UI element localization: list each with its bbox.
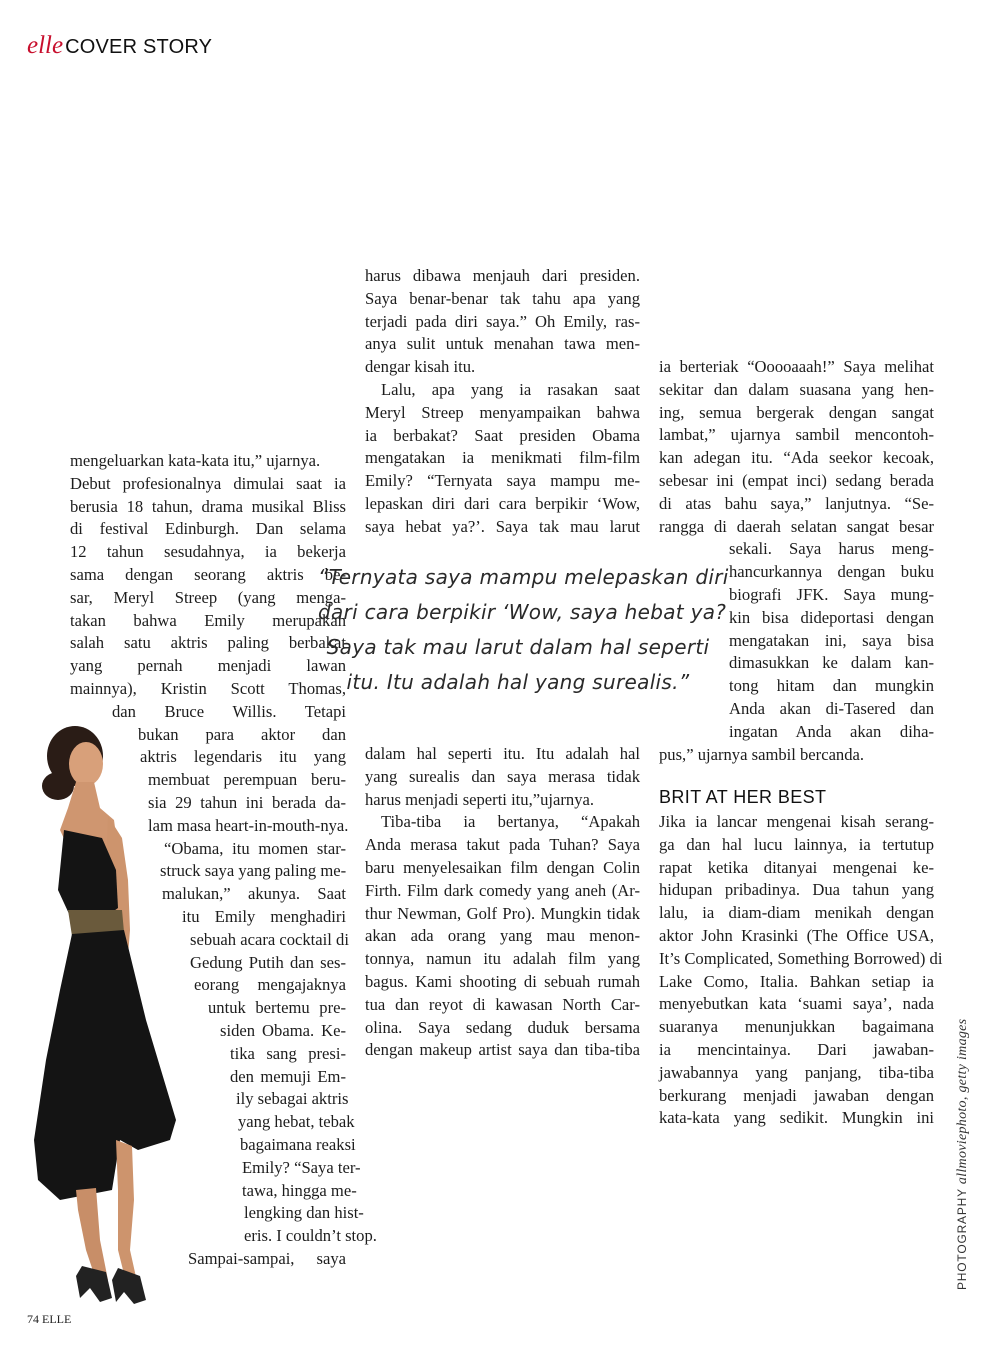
pull-quote (318, 560, 729, 700)
text-line: bukan para aktor dan (138, 724, 346, 744)
section-title: COVER STORY (65, 36, 213, 58)
text-line: Firth. Film dark comedy yang aneh (Ar- (365, 880, 640, 900)
text-line: ia berbakat? Saat presiden Obama (365, 425, 640, 445)
text-line: lambat,” ujarnya sambil mencontoh- (659, 425, 934, 445)
text-line: ia mencintainya. Dari jawaban- (659, 1039, 934, 1059)
text-line: dimasukkan ke dalam kan- (729, 653, 934, 673)
text-line: sekitar dan dalam suasana yang hen- (659, 379, 934, 399)
text-line: Tiba-tiba ia bertanya, “Apakah (381, 812, 640, 832)
text-line: kan adegan itu. “Ada seekor kecoak, (659, 448, 934, 468)
page-header (27, 32, 212, 62)
article-column-2-top (365, 265, 640, 539)
pull-quote-line: itu. Itu adalah hal yang surealis.” (346, 670, 690, 694)
text-line: ily sebagai aktris (236, 1089, 349, 1109)
text-line: di festival Edinburgh. Dan selama (70, 519, 346, 539)
text-line: saya hebat ya?’. Saya tak mau larut (365, 516, 640, 536)
text-line: menyebutkan kata ‘suami saya’, nada (659, 994, 934, 1014)
text-line: berusia 18 tahun, drama musikal Bliss (70, 496, 346, 516)
text-line: lam masa heart-in-mouth-nya. (148, 815, 349, 835)
credit-label: PHOTOGRAPHY (955, 1188, 969, 1290)
text-line: akan ada orang yang mau menon- (365, 926, 640, 946)
text-line: jawabannya yang panjang, tiba-tiba (659, 1062, 934, 1082)
text-line: mengatakan ini, saya bisa (729, 630, 934, 650)
text-line: aktor John Krasinki (The Office USA, (659, 925, 934, 945)
text-line: hidupan pribadinya. Dua tahun yang (659, 880, 934, 900)
text-line: mengeluarkan kata-kata itu,” ujarnya. (70, 451, 321, 470)
text-line: membuat perempuan beru- (148, 770, 346, 790)
text-line: bagaimana reaksi (240, 1134, 356, 1154)
text-line: Gedung Putih dan ses- (190, 952, 346, 972)
text-line: sar, Meryl Streep (yang menga- (70, 587, 346, 607)
text-line: mengatakan ia menikmati film-film (365, 448, 640, 468)
text-line: lepaskan diri dari cara berpikir ‘Wow, (365, 493, 640, 513)
text-line: Anda merasa takut pada Tuhan? Saya (365, 835, 640, 855)
text-line: takan bahwa Emily merupakan (70, 610, 346, 630)
emily-photo (20, 720, 195, 1310)
text-line: tua dan reyot di kawasan North Car- (365, 994, 640, 1014)
text-line: ingatan Anda akan diha- (729, 721, 934, 741)
text-line: sama dengan seorang aktris be- (70, 564, 346, 584)
text-line: berkurang menjadi jawaban dengan (659, 1085, 934, 1105)
text-line: kata-kata yang sedikit. Mungkin ini (659, 1108, 934, 1128)
text-line: bagus. Kami shooting di sebuah rumah (365, 971, 640, 991)
text-line: yang pernah menjadi lawan (70, 656, 346, 676)
text-line: rapat ketika ditanyai mengenai ke- (659, 857, 934, 877)
text-line: den memuji Em- (230, 1066, 346, 1086)
text-line: tika sang presi- (230, 1043, 346, 1063)
text-line: Anda akan di-Tasered dan (729, 698, 934, 718)
magazine-logo: elle (27, 32, 64, 59)
text-line: Jika ia lancar mengenai kisah serang- (659, 812, 934, 831)
text-line: sia 29 tahun ini berada da- (148, 792, 346, 812)
text-line: ga dan hal lucu lainnya, ia tertutup (659, 834, 934, 854)
text-line: sekali. Saya harus meng- (729, 539, 934, 559)
text-line: pus,” ujarnya sambil bercanda. (659, 744, 865, 764)
text-line: harus dibawa menjauh dari presiden. (365, 266, 640, 285)
text-line: ia berteriak “Ooooaaah!” Saya melihat (659, 357, 934, 376)
text-line: lengking dan hist- (244, 1203, 364, 1223)
text-line: rangga di daerah selatan sangat besar (659, 516, 934, 536)
text-line: tong hitam dan mungkin (729, 676, 934, 696)
credit-sources: allmoviephoto, getty images (955, 1018, 970, 1185)
text-line: Saya benar-benar tak tahu apa yang (365, 288, 640, 308)
text-line: sebuah acara cocktail di (190, 929, 349, 949)
article-column-3-bottom (659, 811, 943, 1130)
text-line: Meryl Streep menyampaikan bahwa (365, 402, 640, 422)
text-line: Sampai-sampai, saya (188, 1248, 346, 1268)
text-line: “Obama, itu momen star- (164, 838, 346, 858)
text-line: Lalu, apa yang ia rasakan saat (381, 379, 640, 399)
text-line: eorang mengajaknya (194, 975, 346, 995)
article-column-2-bottom (365, 743, 640, 1062)
text-line: Debut profesionalnya dimulai saat ia (70, 473, 346, 493)
text-line: Lake Como, Italia. Bahkan setiap ia (659, 971, 934, 991)
text-line: biografi JFK. Saya mung- (729, 584, 934, 604)
text-line: 12 tahun sesudahnya, ia bekerja (70, 542, 346, 562)
photo-credit (955, 1019, 971, 1290)
text-line: anya sulit untuk menahan tawa men- (365, 334, 640, 354)
subheading: BRIT AT HER BEST (659, 787, 827, 807)
text-line: baru menyelesaikan film dengan Colin (365, 857, 640, 877)
text-line: sebesar ini (empat inci) sedang berada (659, 470, 934, 490)
text-line: dalam hal seperti itu. Itu adalah hal (365, 744, 640, 763)
pull-quote-line: dari cara berpikir ‘Wow, saya hebat ya? (318, 600, 727, 624)
text-line: dan Bruce Willis. Tetapi (112, 701, 346, 721)
text-line: di atas bahu saya,” lanjutnya. “Se- (659, 493, 934, 513)
text-line: salah satu aktris paling berbakat (70, 633, 346, 653)
text-line: itu Emily menghadiri (182, 906, 346, 926)
text-line: untuk bertemu pre- (208, 998, 346, 1018)
text-line: Emily? “Ternyata saya mampu me- (365, 471, 640, 491)
text-line: struck saya yang paling me- (160, 861, 347, 881)
text-line: kin bisa dideportasi dengan (729, 607, 934, 627)
face-shape (69, 742, 103, 786)
text-line: hancurkannya dengan buku (729, 562, 934, 582)
text-line: yang surealis dan saya merasa tidak (365, 766, 640, 786)
page-folio: 74 ELLE (27, 1312, 72, 1326)
text-line: dengan makeup artist saya dan tiba-tiba (365, 1040, 640, 1060)
text-line: siden Obama. Ke- (220, 1020, 346, 1040)
text-line: ing, semua bergerak dengan sangat (659, 402, 934, 422)
text-line: tonnya, namun itu adalah film yang (365, 949, 640, 969)
text-line: aktris legendaris itu yang (140, 747, 346, 767)
text-line: eris. I couldn’t stop. (244, 1226, 377, 1246)
text-line: thur Newman, Golf Pro). Mungkin tidak (365, 903, 640, 923)
text-line: It’s Complicated, Something Borrowed) di (659, 948, 943, 968)
text-line: malukan,” akunya. Saat (162, 884, 346, 904)
text-line: suaranya menunjukkan bagaimana (659, 1017, 934, 1037)
dress-skirt (34, 930, 176, 1200)
text-line: mainnya), Kristin Scott Thomas, (70, 678, 346, 698)
text-line: tawa, hingga me- (242, 1180, 357, 1200)
text-line: terjadi pada diri saya.” Oh Emily, ras- (365, 311, 640, 331)
pull-quote-line: Saya tak mau larut dalam hal seperti (326, 635, 710, 659)
text-line: dengar kisah itu. (365, 357, 476, 377)
text-line: harus menjadi seperti itu,”ujarnya. (365, 789, 595, 809)
text-line: Emily? “Saya ter- (242, 1157, 361, 1177)
pull-quote-line: “Ternyata saya mampu melepaskan diri (318, 565, 729, 589)
text-line: yang hebat, tebak (238, 1112, 355, 1132)
text-line: olina. Saya sedang duduk bersama (365, 1017, 640, 1037)
text-line: lalu, ia diam-diam menikah dengan (659, 903, 934, 923)
